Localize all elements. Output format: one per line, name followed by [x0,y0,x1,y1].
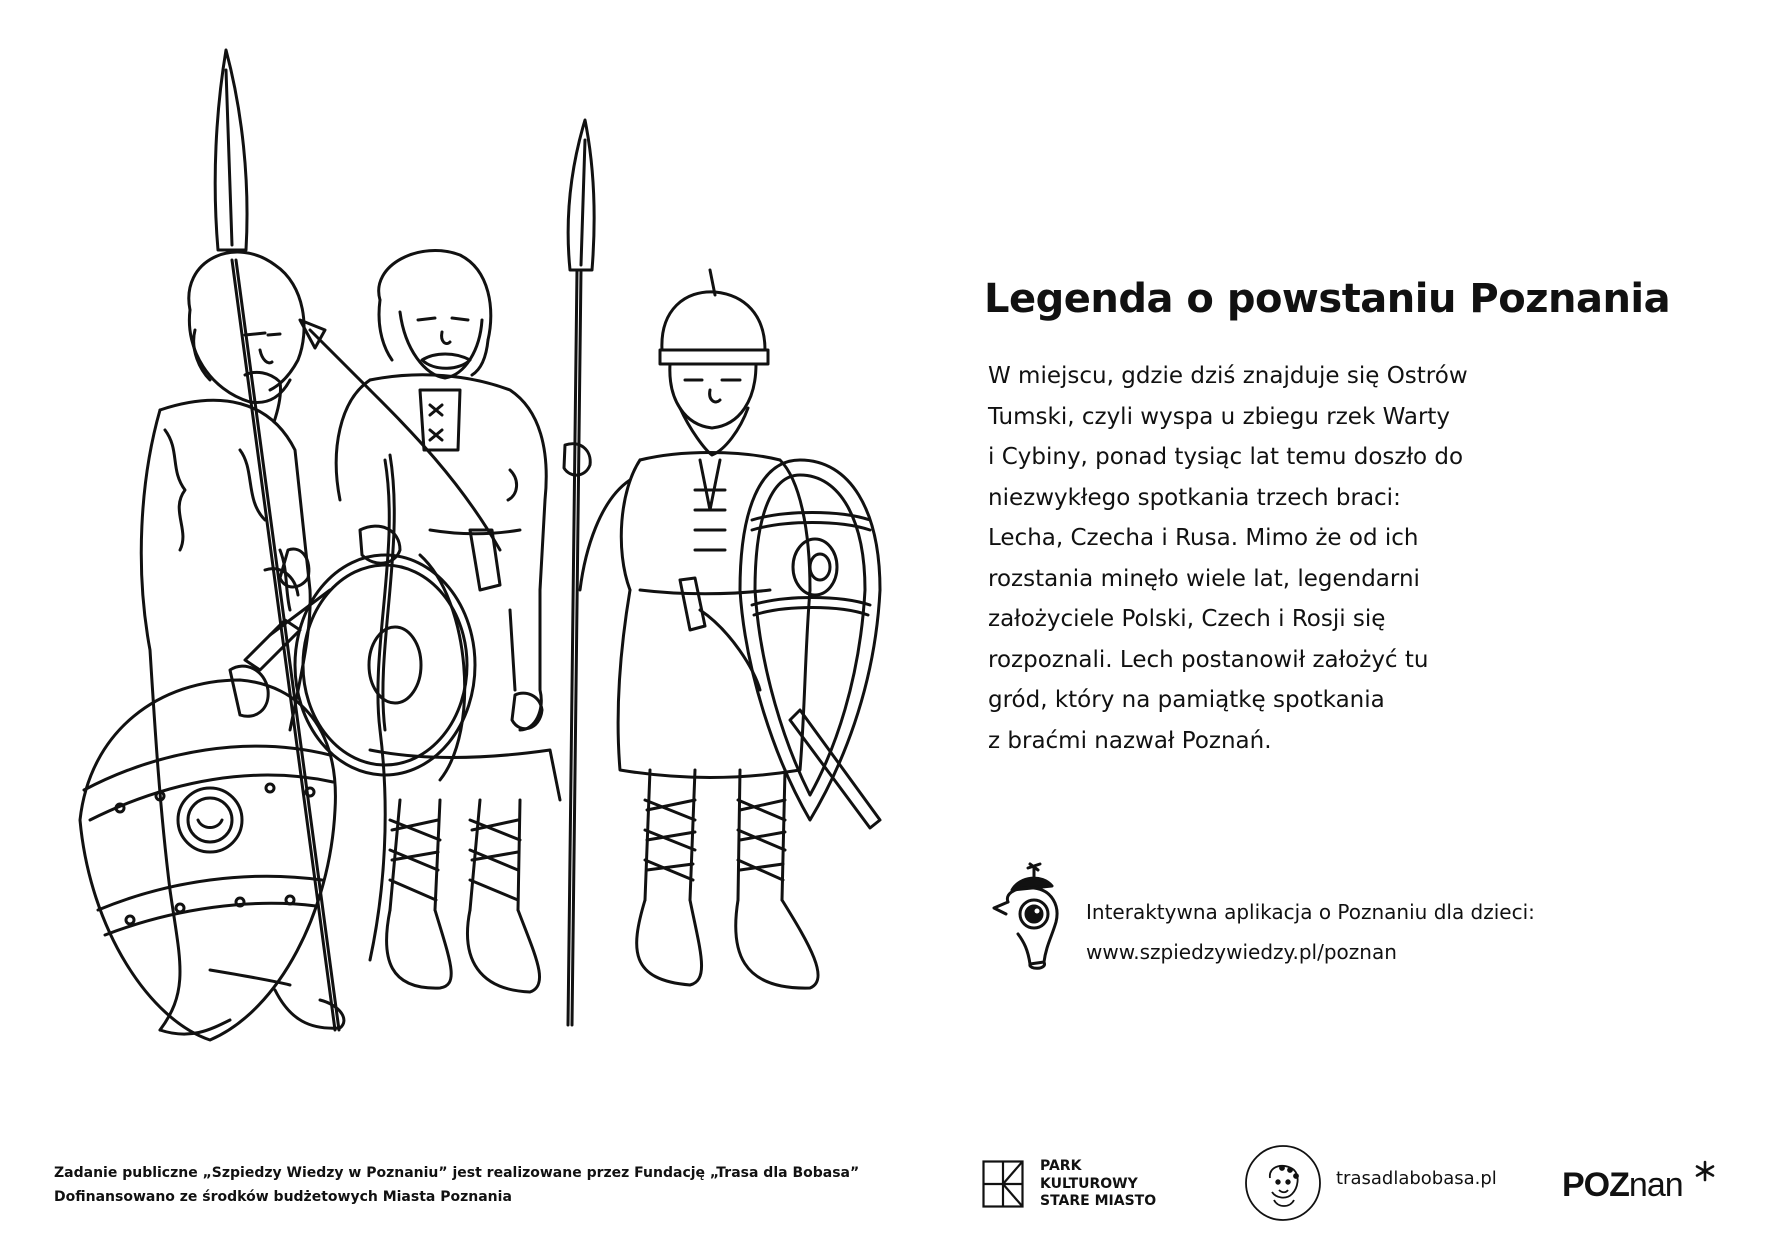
pksm-line-2: KULTUROWY [1040,1175,1138,1192]
poznan-lower: nan [1628,1166,1683,1204]
park-kulturowy-logo [982,1158,1172,1214]
funding-note [54,1161,859,1209]
pksm-line-1: PARK [1040,1158,1082,1174]
trasa-dla-bobasa-seal-icon [1244,1144,1322,1222]
app-description: Interaktywna aplikacja o Poznaniu dla dzieci: [1086,900,1535,924]
poznan-wordmark [1562,1166,1683,1205]
trasa-url[interactable]: trasadlabobasa.pl [1336,1168,1497,1189]
story-line: założyciele Polski, Czech i Rosji się [988,606,1386,632]
warrior-middle-figure [295,251,560,992]
story-line: i Cybiny, ponad tysiąc lat temu doszło do [988,444,1464,470]
app-promo [990,862,1590,972]
left-shield [80,680,335,1040]
story-line: rozpoznali. Lech postanowił założyć tu [988,646,1429,673]
three-warriors-illustration [40,30,940,1110]
app-link[interactable]: www.szpiedzywiedzy.pl/poznan [1086,940,1397,964]
story-line: niezwykłego spotkania trzech braci: [988,484,1401,511]
poznan-star-icon [1694,1160,1716,1182]
warrior-left-figure [80,50,344,1040]
pksm-line-3: STARE MIASTO [1040,1193,1157,1209]
story-line: Tumski, czyli wyspa u zbiegu rzek Warty [988,403,1451,430]
story-line: Lecha, Czecha i Rusa. Mimo że od ich [988,525,1419,551]
warrior-right-figure [564,120,880,1025]
legend-story [988,356,1608,761]
park-kulturowy-logo-icon [982,1160,1024,1208]
right-shield [740,460,880,820]
page-title: Legenda o powstaniu Poznania [984,276,1671,322]
funding-line-1: Zadanie publiczne „Szpiedzy Wiedzy w Poznaniu” jest realizowane przez Fundację „Trasa dla Bobasa” [54,1165,860,1181]
spy-mascot-icon [990,862,1070,972]
story-line: z braćmi nazwał Poznań. [988,727,1272,754]
funding-line-2: Dofinansowano ze środków budżetowych Miasta Poznania [54,1189,512,1205]
story-line: gród, który na pamiątkę spotkania [988,687,1385,713]
story-line: rozstania minęło wiele lat, legendarni [988,565,1420,592]
poznan-upper: POZ [1562,1166,1629,1204]
poznan-logo [1562,1160,1722,1210]
story-line: W miejscu, gdzie dziś znajduje się Ostrów [988,363,1468,389]
